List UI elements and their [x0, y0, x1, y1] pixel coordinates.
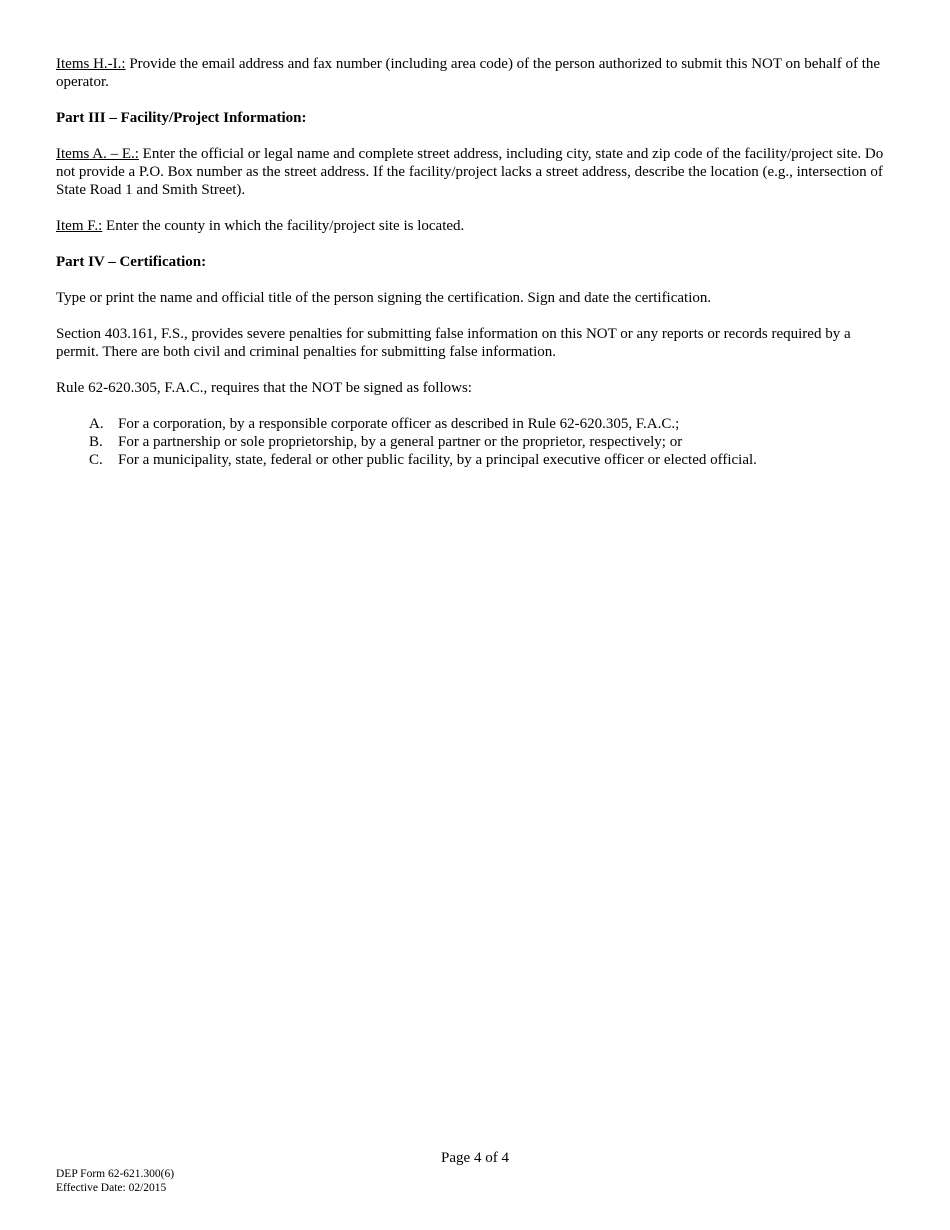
- certification-instructions: Type or print the name and official title of the person signing the certification. Sign and date the certification.: [56, 290, 712, 306]
- items-a-e-text: Enter the official or legal name and complete street address, including city, state and zip code of the facility/project site. Do not provide a P.O. Box number as the street address. If the facility/project lacks a street address, describe the location (e.g., intersection of State Road 1 and Smith Street).: [56, 146, 884, 198]
- item-f-label: Item F.:: [56, 218, 103, 234]
- list-text: For a municipality, state, federal or other public facility, by a principal executive officer or elected official.: [118, 452, 757, 468]
- page-number: Page 4 of 4: [441, 1150, 509, 1166]
- signatory-list: [56, 415, 896, 469]
- list-item: [89, 415, 896, 433]
- list-text: For a corporation, by a responsible corporate officer as described in Rule 62-620.305, F.A.C.;: [118, 416, 680, 432]
- penalties-paragraph: Section 403.161, F.S., provides severe penalties for submitting false information on this NOT or any reports or records required by a permit. There are both civil and criminal penalties for submitting false information.: [56, 326, 851, 360]
- part-iii-heading: Part III – Facility/Project Information:: [56, 110, 307, 126]
- list-letter: A.: [89, 416, 104, 432]
- document-body: [56, 55, 896, 469]
- list-text: For a partnership or sole proprietorship, by a general partner or the proprietor, respectively; or: [118, 434, 683, 450]
- item-f-paragraph: [56, 217, 896, 235]
- item-f-text: Enter the county in which the facility/project site is located.: [102, 218, 465, 234]
- form-number: DEP Form 62-621.300(6): [56, 1168, 175, 1180]
- list-item: [89, 433, 896, 451]
- items-a-e-label: Items A. – E.:: [56, 146, 139, 162]
- items-h-i-label: Items H.-I.:: [56, 56, 126, 72]
- items-a-e-paragraph: [56, 145, 896, 199]
- items-h-i-text: Provide the email address and fax number (including area code) of the person authorized to submit this NOT on behalf of the operator.: [56, 56, 881, 90]
- effective-date: Effective Date: 02/2015: [56, 1182, 167, 1194]
- signing-rule-paragraph: Rule 62-620.305, F.A.C., requires that the NOT be signed as follows:: [56, 380, 472, 396]
- part-iv-heading: Part IV – Certification:: [56, 254, 207, 270]
- items-h-i-paragraph: [56, 55, 896, 91]
- list-letter: B.: [89, 434, 103, 450]
- list-letter: C.: [89, 452, 103, 468]
- form-info: [56, 1167, 174, 1195]
- list-item: [89, 451, 896, 469]
